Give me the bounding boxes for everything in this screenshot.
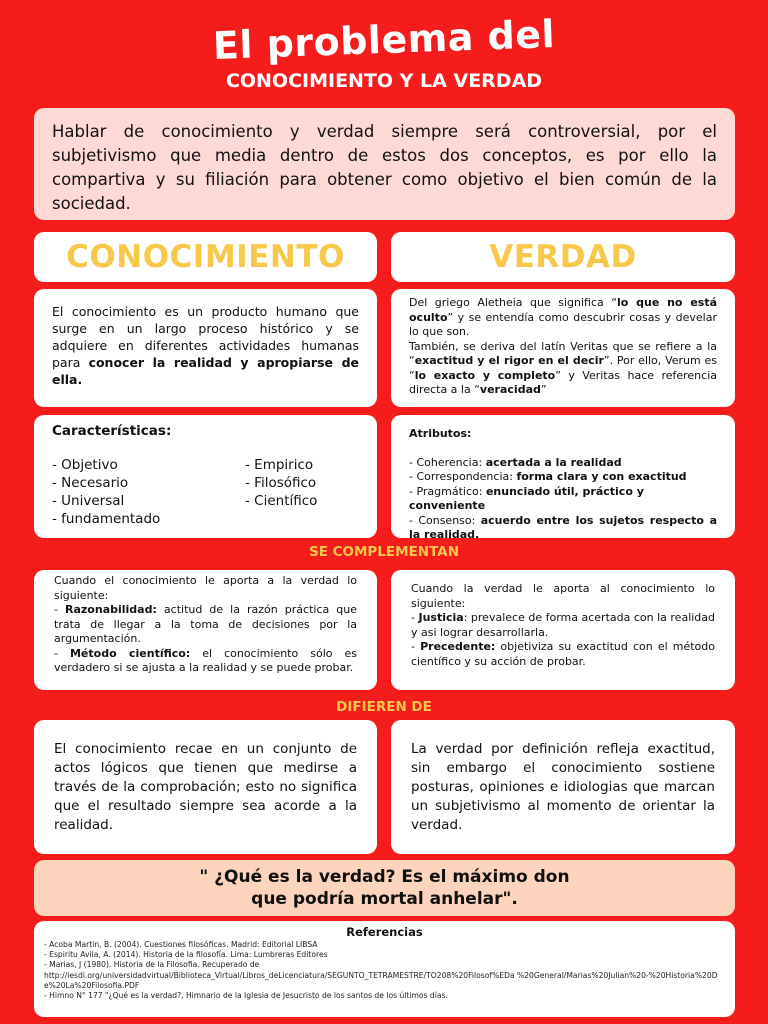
item-label: Razonabilidad: [65, 603, 157, 616]
references-title: Referencias [346, 925, 423, 939]
complementan-right-intro: Cuando la verdad le aporta al conocimiento lo siguiente: [411, 582, 715, 610]
definition-bold: conocer la realidad y apropiarse de ella. [52, 355, 359, 387]
verdad-definition-card [391, 289, 735, 407]
difieren-left-card [34, 720, 377, 854]
difieren-right-text: La verdad por definición refleja exactitud, sin embargo el conocimiento sostiene posturas, opiniones e idiologias que marcan un subjetivismo al momento de orientar la verdad. [411, 741, 715, 833]
list-item: - Universal [52, 493, 125, 509]
poster-subtitle: CONOCIMIENTO Y LA VERDAD [225, 70, 543, 92]
verdad-bold: lo que no está oculto [409, 296, 718, 324]
attribute-label: - Correspondencia: [409, 470, 517, 483]
characteristics-col-right [245, 456, 359, 528]
section-difieren: DIFIEREN DE [336, 699, 432, 715]
quote-line-2: que podría mortal anhelar". [251, 889, 518, 909]
list-item: - Empirico [245, 457, 314, 473]
item-label: Justicia [418, 611, 464, 624]
verdad-text: ” [540, 383, 547, 396]
list-item: - Razonabilidad: actitud de la razón práctica que trata de llegar a la toma de decisiones por la argumentación. [54, 603, 357, 645]
characteristics-list [52, 456, 359, 528]
intro-box [34, 108, 735, 220]
list-item: - Objetivo [52, 457, 118, 473]
item-text: : prevalece de forma acertada con la realidad y asi lograr desarrollarla. [411, 611, 716, 639]
definition-text: El conocimiento es un producto humano que surge en un largo proceso histórico y se adquiere en diferentes actividades humanas para [52, 304, 359, 370]
characteristics-title: Características: [52, 423, 172, 439]
reference-item: - Espiritu Avila, A. (2014). Historia de la filosofía. Lima: Lumbreras Editores [44, 950, 328, 960]
conocimiento-definition [52, 303, 359, 388]
verdad-bold: lo exacto y completo [414, 368, 556, 382]
verdad-bold: exactitud y el rigor en el decir [414, 354, 604, 367]
list-item [409, 470, 717, 485]
verdad-text: Del griego Aletheia que significa “ [409, 296, 617, 309]
section-complementan: SE COMPLEMENTAN [308, 544, 460, 560]
reference-item: http://iesdi.org/universidadvirtual/Biblioteca_Virtual/Libros_deLicenciatura/SEGUNTO_TETRAMESTRE/TO208%20Filosof%EDa %20General/Marias%20Julian%20-%20Historia%20De%20La%20Filosofia.PDF [44, 970, 718, 990]
list-item: - Necesario [52, 475, 129, 491]
difieren-left-text: El conocimiento recae en un conjunto de actos lógicos que tienen que medirse a través de la comprobación; esto no significa que el resultado siempre sea acorde a la realidad. [54, 741, 357, 833]
poster-title: El problema del [212, 12, 556, 68]
attribute-label: - Consenso: [409, 513, 481, 527]
difieren-right-card [391, 720, 735, 854]
conocimiento-definition-card [34, 289, 377, 407]
item-label: Precedente: [420, 640, 496, 653]
reference-item: - Marias, J (1980). Historia de la Filosofia. Recuperado de [44, 960, 260, 970]
attributes-card [391, 415, 735, 541]
verdad-text: ” y Veritas hace referencia directa a la “ [409, 368, 717, 396]
verdad-text: También, se deriva del latín Veritas que se refiere a la “ [409, 339, 717, 367]
complementan-left-card [34, 570, 377, 690]
complementan-left-intro: Cuando el conocimiento le aporta a la verdad lo siguiente: [54, 574, 357, 602]
intro-text: Hablar de conocimiento y verdad siempre será controversial, por el subjetivismo que media dentro de estos dos conceptos, es por ello la compartiva y su filiación para obtener como objetivo el bien común de la sociedad. [52, 122, 717, 213]
reference-item: - Acoba Martin, B. (2004). Cuestiones filosóficas. Madrid: Editorial LIBSA [44, 940, 318, 949]
verdad-text: ”. Por ello, Verum es “ [409, 354, 717, 382]
item-text: el conocimiento sólo es verdadero si se ajusta a la realidad y se puede probar. [54, 646, 357, 674]
list-item: - Filosófico [245, 475, 317, 491]
attribute-value: acuerdo entre los sujetos respecto a la realidad. [409, 513, 717, 541]
attribute-value: enunciado útil, práctico y conveniente [409, 484, 644, 512]
list-item [409, 456, 717, 471]
attribute-label: - Pragmático: [409, 484, 486, 498]
list-item [409, 514, 717, 543]
conocimiento-heading-card [34, 232, 377, 282]
characteristics-col-left [52, 456, 245, 528]
verdad-text: ” y se entendía como descubrir cosas y develar lo que son. [409, 310, 717, 338]
attribute-label: - Coherencia: [409, 455, 486, 469]
reference-item: - Himno N° 177 "¿Qué es la verdad?, Himnario de la Iglesia de Jesucristo de los santos de los últimos días. [44, 991, 448, 1001]
list-item [409, 485, 717, 514]
list-item: - fundamentado [52, 511, 161, 527]
conocimiento-heading: CONOCIMIENTO [66, 239, 345, 275]
list-item: - Justicia: prevalece de forma acertada con la realidad y asi lograr desarrollarla. [411, 611, 716, 639]
attribute-value: acertada a la realidad [485, 455, 622, 469]
item-label: Método científico: [69, 646, 191, 660]
attributes-title: Atributos: [409, 427, 472, 440]
item-text: objetiviza su exactitud con el método científico y su acción de probar. [411, 640, 715, 668]
verdad-definition-2 [409, 340, 717, 398]
list-item: - Científico [245, 493, 318, 509]
references-box [34, 921, 735, 1017]
complementan-right-card [391, 570, 735, 690]
verdad-definition-1 [409, 296, 717, 340]
item-text: actitud de la razón práctica que trata de llegar a la toma de decisiones por la argumentación. [54, 603, 357, 645]
quote-box [34, 860, 735, 916]
characteristics-card [34, 415, 377, 538]
verdad-heading-card [391, 232, 735, 282]
list-item: - Método científico: el conocimiento sólo es verdadero si se ajusta a la realidad y se puede probar. [54, 646, 357, 674]
attribute-value: forma clara y con exactitud [516, 470, 687, 483]
verdad-bold: veracidad [479, 383, 541, 396]
list-item: - Precedente: objetiviza su exactitud con el método científico y su acción de probar. [411, 640, 715, 668]
quote-line-1: " ¿Qué es la verdad? Es el máximo don [199, 867, 570, 887]
verdad-heading: VERDAD [489, 239, 637, 275]
